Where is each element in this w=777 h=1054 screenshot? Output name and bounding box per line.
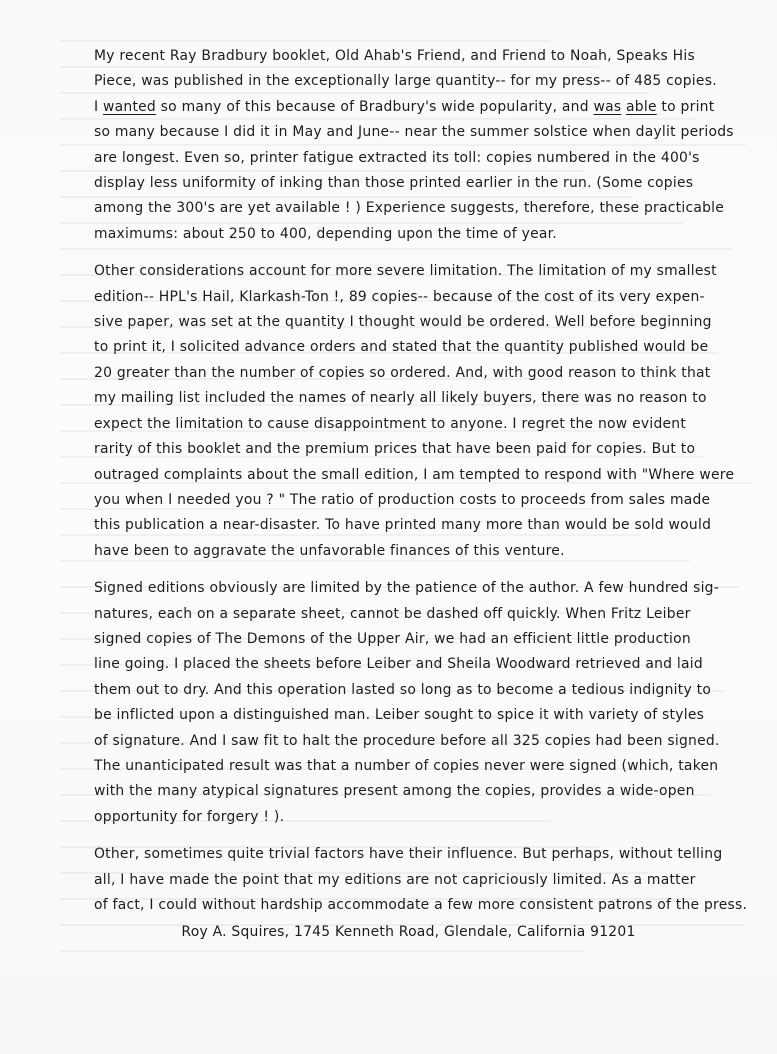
text-segment: Signed editions obviously are limited by the patience of the author. A few hundred sig- (94, 580, 720, 597)
text-line (94, 285, 744, 310)
text-line (94, 754, 744, 779)
text-line (94, 627, 744, 652)
text-segment: maximums: about 250 to 400, depending upon the time of year. (94, 225, 557, 242)
text-segment: natures, each on a separate sheet, cannot be dashed off quickly. When Fritz Leiber (94, 605, 691, 622)
text-line (94, 222, 744, 247)
text-segment: opportunity for forgery ! ). (94, 808, 285, 825)
text-line (94, 513, 744, 538)
text-segment: 20 greater than the number of copies so ordered. And, with good reason to think that (94, 364, 711, 381)
text-line (94, 44, 744, 69)
text-line (94, 488, 744, 513)
text-segment: all, I have made the point that my editions are not capriciously limited. As a matter (94, 871, 696, 888)
text-segment: this publication a near-disaster. To have printed many more than would be sold would (94, 517, 712, 534)
text-line (94, 868, 744, 893)
text-line (94, 69, 744, 94)
text-line (94, 259, 744, 284)
paragraph (94, 259, 744, 564)
text-segment: of signature. And I saw fit to halt the procedure before all 325 copies had been signed. (94, 732, 720, 749)
text-line (94, 463, 744, 488)
text-segment: of fact, I could without hardship accommodate a few more consistent patrons of the press. (94, 897, 748, 913)
underlined-text: was (593, 98, 622, 115)
text-segment: to print (656, 98, 715, 115)
text-line (94, 120, 744, 145)
text-segment: are longest. Even so, printer fatigue extracted its toll: copies numbered in the 400's (94, 149, 700, 166)
paragraph (94, 842, 748, 918)
text-segment: be inflicted upon a distinguished man. Leiber sought to spice it with variety of styles (94, 707, 705, 724)
text-line (94, 652, 744, 677)
text-segment: My recent Ray Bradbury booklet, Old Ahab's Friend, and Friend to Noah, Speaks His (94, 48, 695, 64)
letter-body (94, 44, 748, 930)
text-line (94, 893, 748, 918)
underlined-text: wanted (103, 98, 157, 115)
text-segment: edition-- HPL's Hail, Klarkash-Ton !, 89 copies-- because of the cost of its very expen- (94, 288, 705, 305)
text-segment: have been to aggravate the unfavorable finances of this venture. (94, 542, 565, 559)
text-line (94, 146, 744, 171)
text-segment: rarity of this booklet and the premium prices that have been paid for copies. But to (94, 441, 696, 458)
text-segment: my mailing list included the names of nearly all likely buyers, there was no reason to (94, 390, 707, 407)
text-segment: I (94, 98, 104, 115)
text-segment: The unanticipated result was that a number of copies never were signed (which, taken (94, 757, 719, 774)
text-line (94, 437, 744, 462)
text-segment: Other, sometimes quite trivial factors have their influence. But perhaps, without telling (94, 846, 723, 863)
text-line (94, 779, 744, 804)
text-segment: signed copies of The Demons of the Upper Air, we had an efficient little production (94, 630, 691, 647)
paragraph (94, 576, 744, 830)
text-segment: display less uniformity of inking than those printed earlier in the run. (Some copies (94, 175, 694, 192)
text-line (94, 539, 744, 564)
text-line (94, 602, 744, 627)
text-line (94, 310, 744, 335)
show-through-line (60, 40, 550, 42)
text-line (94, 678, 744, 703)
text-line (94, 412, 744, 437)
text-line (94, 703, 744, 728)
text-segment: among the 300's are yet available ! ) Experience suggests, therefore, these practicable (94, 200, 725, 217)
text-segment: you when I needed you ? " The ratio of production costs to proceeds from sales made (94, 491, 711, 508)
text-segment: Piece, was published in the exceptionally large quantity-- for my press-- of 485 copies. (94, 73, 717, 90)
text-line (94, 842, 744, 867)
text-line (94, 576, 744, 601)
signature-line: Roy A. Squires, 1745 Kenneth Road, Glendale, California 91201 (181, 924, 636, 940)
paragraph (94, 44, 744, 247)
text-line (94, 171, 744, 196)
text-segment: them out to dry. And this operation lasted so long as to become a tedious indignity to (94, 681, 712, 698)
text-segment: so many because I did it in May and June-- near the summer solstice when daylit periods (94, 124, 734, 141)
text-line (94, 361, 744, 386)
text-line (94, 196, 744, 221)
text-segment: sive paper, was set at the quantity I thought would be ordered. Well before beginning (94, 314, 712, 331)
text-segment: line going. I placed the sheets before Leiber and Sheila Woodward retrieved and laid (94, 656, 703, 673)
text-segment: outraged complaints about the small edition, I am tempted to respond with "Where were (94, 466, 735, 483)
underlined-text: able (626, 98, 657, 115)
text-line (94, 729, 744, 754)
text-segment: to print it, I solicited advance orders and stated that the quantity published would be (94, 339, 709, 356)
text-segment: Other considerations account for more severe limitation. The limitation of my smallest (94, 263, 717, 280)
text-line (94, 386, 744, 411)
text-segment: with the many atypical signatures present among the copies, provides a wide-open (94, 783, 695, 800)
show-through-line (60, 950, 585, 952)
text-segment: expect the limitation to cause disappointment to anyone. I regret the now evident (94, 415, 687, 432)
text-line (94, 95, 744, 120)
text-segment: so many of this because of Bradbury's wide popularity, and (156, 98, 594, 115)
text-line (94, 335, 744, 360)
text-line (94, 805, 744, 830)
